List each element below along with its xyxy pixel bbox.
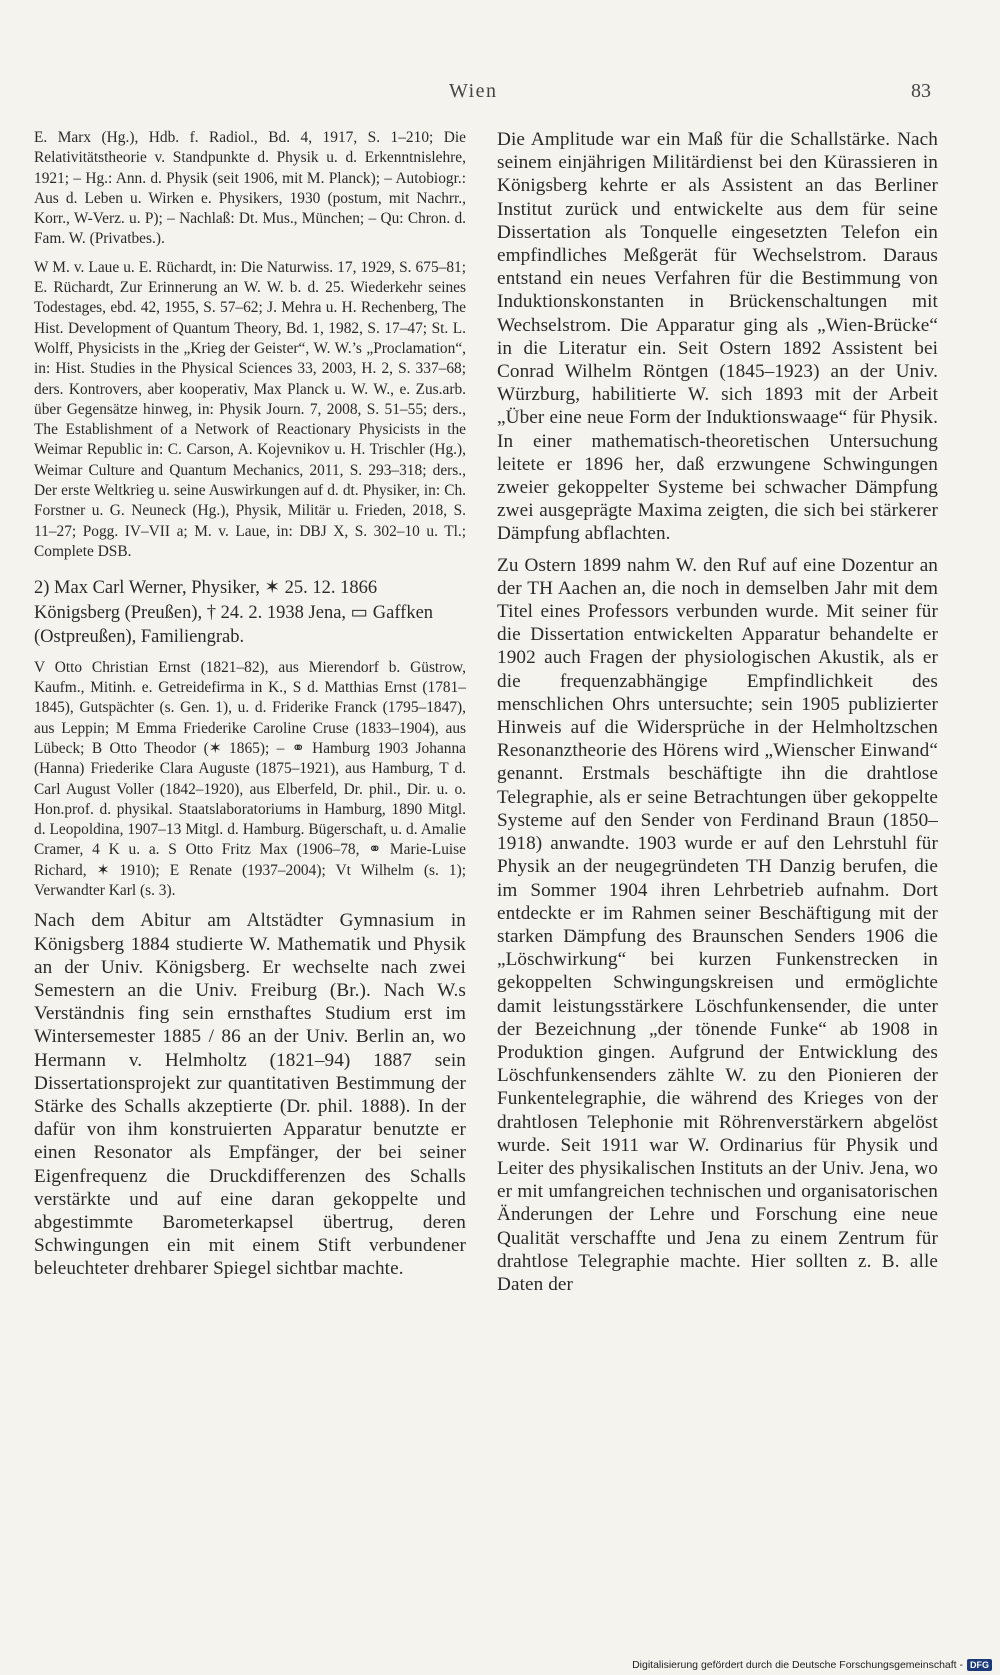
biography-paragraph-continued: Die Amplitude war ein Maß für die Schallstärke. Nach seinem einjährigen Militärdienst bei den Kürassieren in Königsberg kehrte er als Assistent an das Berliner Institut zurück und entwickelte aus dem für seine Dissertation als Tonquelle eingesetzten Telefon ein empfindliches Meßgerät für Wechselstrom. Daraus entstand ein neues Verfahren für die Bestimmung von Induktionskonstanten in Brückenschaltungen mit Wechselstrom. Die Apparatur ging als „Wien-Brücke“ in die Literatur ein. Seit Ostern 1892 Assistent bei Conrad Wilhelm Röntgen (1845–1923) an der Univ. Würzburg, habilitierte W. sich 1893 mit der Arbeit „Über eine neue Form der Induktionswaage“ für Physik. In einer mathematisch-theoretischen Untersuchung leitete er 1896 her, daß erzwungene Schwingungen zweier gekoppelter Systeme bei schwacher Dämpfung zwei ausgeprägte Maxima zeigten, die sich bei stärkerer Dämpfung abflachten. (497, 129, 938, 545)
right-column (497, 128, 938, 1296)
running-title: Wien (449, 80, 498, 102)
digitization-footer (632, 1659, 992, 1671)
dfg-logo: DFG (967, 1659, 992, 1671)
biography-paragraph: Nach dem Abitur am Altstädter Gymnasium in Königsberg 1884 studierte W. Mathematik und Physik an der Univ. Königsberg. Er wechselte nach zwei Semestern an die Univ. Freiburg (Br.). Nach W.s Verständnis fing sein ernsthaftes Studium erst im Wintersemester 1885 / 86 an der Univ. Berlin an, wo Hermann v. Helmholtz (1821–94) 1887 sein Dissertationsprojekt zur quantitativen Bestimmung der Stärke des Schalls akzeptierte (Dr. phil. 1888). In der dafür von ihm konstruierten Apparatur benutzte er einen Resonator als Empfänger, der bei seiner Eigenfrequenz die Druckdifferenzen des Schalls verstärkte und auf eine daran gekoppelte und abgestimmte Barometerkapsel übertrug, deren Schwingungen ein mit einem Stift verbundener beleuchteter drehbarer Spiegel sichtbar machte. (34, 910, 466, 1280)
left-column (34, 128, 466, 1281)
footer-text: Digitalisierung gefördert durch die Deutsche Forschungsgemeinschaft - (632, 1659, 963, 1671)
literature-paragraph: W M. v. Laue u. E. Rüchardt, in: Die Naturwiss. 17, 1929, S. 675–81; E. Rüchardt, Zur Erinnerung an W. W. b. d. 25. Wiederkehr seines Todestages, ebd. 42, 1955, S. 57–62; J. Mehra u. H. Rechenberg, The Hist. Development of Quantum Theory, Bd. 1, 1982, S. 17–47; St. L. Wolff, Physicists in the „Krieg der Geister“, W. W.’s „Proclamation“, in: Hist. Studies in the Physical Sciences 33, 2003, H. 2, S. 337–68; ders. Kontrovers, aber kooperativ, Max Planck u. W. W., e. Zus.arb. über Gegensätze hinweg, in: Physik Journ. 7, 2008, S. 51–55; ders., The Establishment of a Network of Reactionary Physicists in the Weimar Republic in: C. Carson, A. Kojevnikov u. H. Trischler (Hg.), Weimar Culture and Quantum Mechanics, 2011, S. 293–318; ders., Der erste Weltkrieg u. seine Auswirkungen auf d. dt. Physiker, in: Ch. Forstner u. G. Neuneck (Hg.), Physik, Militär u. Frieden, 2018, S. 11–27; Pogg. IV–VII a; M. v. Laue, in: DBJ X, S. 302–10 u. Tl.; Complete DSB. (34, 258, 466, 560)
biography-paragraph-aachen: Zu Ostern 1899 nahm W. den Ruf auf eine Dozentur an der TH Aachen an, die noch in demselben Jahr mit dem Titel eines Professors verbunden wurde. Mit seiner für die Dissertation entwickelten Apparatur behandelte er 1902 auch Fragen der physiologischen Akustik, als er die frequenzabhängige Empfindlichkeit des menschlichen Ohrs untersuchte; sein 1905 publizierter Hinweis auf die Widersprüche in der Helmholtzschen Resonanztheorie des Hörens wird „Wienscher Einwand“ genannt. Erstmals beschäftigte ihn die drahtlose Telegraphie, als er seine Betrachtungen über gekoppelte Systeme auf den Sender von Ferdinand Braun (1850–1918) anwandte. 1903 wurde er auf den Lehrstuhl für Physik an der neugegründeten TH Danzig berufen, die im Sommer 1904 ihren Lehrbetrieb aufnahm. Dort entdeckte er im Rahmen seiner Beschäftigung mit der starken Dämpfung des Braunschen Senders 1906 die „Löschwirkung“ bei kurzen Funkenstrecken in gekoppelten Schwingungskreisen und ermöglichte damit leistungsstärkere Löschfunkensender, die unter der Bezeichnung „der tönende Funke“ ab 1908 in Produktion gingen. Aufgrund der Entwicklung des Löschfunkensenders zählte W. zu den Pionieren der Funkentelegraphie, die während des Krieges von der drahtlosen Telephonie mit Röhrenverstärkern abgelöst wurde. Seit 1911 war W. Ordinarius für Physik und Leiter des physikalischen Instituts an der Univ. Jena, wo er mit umfangreichen technischen und organisatorischen Änderungen der Lehre und Forschung eine neue Qualität verschaffte und Jena zu einem Zentrum für drahtlose Telegraphie machte. Hier sollten z. B. alle Daten der (497, 554, 938, 1295)
running-header (0, 80, 1000, 110)
works-paragraph: E. Marx (Hg.), Hdb. f. Radiol., Bd. 4, 1917, S. 1–210; Die Relativitätstheorie v. Standpunkte d. Physik u. d. Erkenntnislehre, 1921; – Hg.: Ann. d. Physik (seit 1906, mit M. Planck); – Autobiogr.: Aus d. Leben u. Wirken e. Physikers, 1930 (postum, mit Nachrr., Korr., W-Verz. u. P); – Nachlaß: Dt. Mus., München; – Qu: Chron. d. Fam. W. (Privatbes.). (34, 129, 466, 248)
genealogy-paragraph: V Otto Christian Ernst (1821–82), aus Mierendorf b. Güstrow, Kaufm., Mitinh. e. Getreidefirma in K., S d. Matthias Ernst (1781–1845), Gutspächter (s. Gen. 1), u. d. Friderike Franck (1795–1847), aus Leppin; M Emma Friederike Caroline Cruse (1833–1904), aus Lübeck; B Otto Theodor (✶ 1865); – ⚭ Hamburg 1903 Johanna (Hanna) Friederike Clara Auguste (1875–1921), aus Hamburg, T d. Carl August Voller (1842–1920), aus Elberfeld, Dr. phil., Dir. u. o. Hon.prof. d. physikal. Staatslaboratoriums in Hamburg, 1890 Mitgl. d. Leopoldina, 1907–13 Mitgl. d. Hamburg. Bügerschaft, u. d. Amalie Cramer, 4 K u. a. S Otto Fritz Max (1906–78, ⚭ Marie-Luise Richard, ✶ 1910); E Renate (1937–2004); Vt Wilhelm (s. 1); Verwandter Karl (s. 3). (34, 658, 466, 899)
page-number: 83 (911, 80, 931, 102)
entry-heading: 2) Max Carl Werner, Physiker, ✶ 25. 12. 1866 Königsberg (Preußen), † 24. 2. 1938 Jena, ▭ Gaffken (Ostpreußen), Familiengrab. (34, 578, 434, 648)
